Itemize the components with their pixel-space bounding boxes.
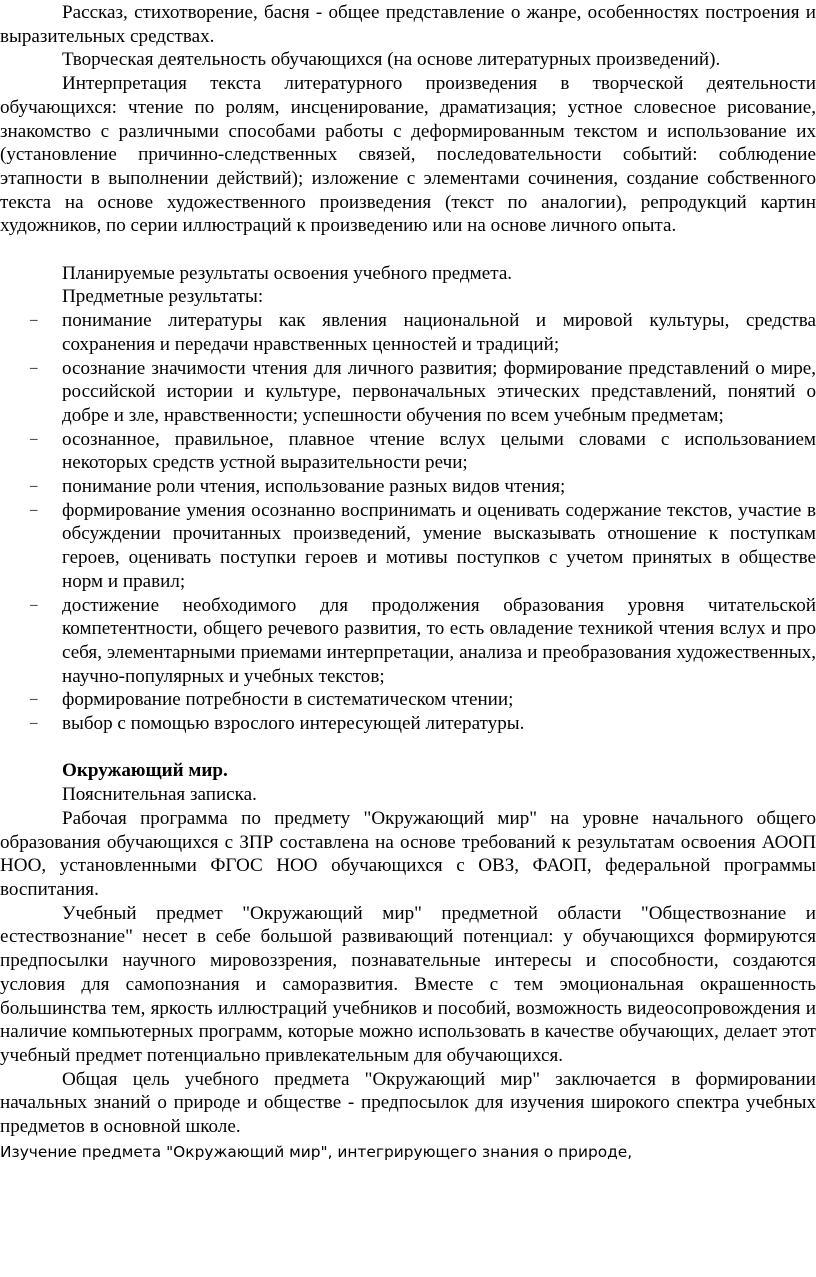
list-item-text: понимание литературы как явления национальной и мировой культуры, средства сохранения и передачи нравственных ценностей и традиций; xyxy=(62,310,816,355)
dash-bullet: – xyxy=(30,430,38,447)
list-item-text: формирование потребности в систематическом чтении; xyxy=(62,689,514,711)
paragraph-program-basis: Рабочая программа по предмету "Окружающий мир" на уровне начального общего образования обучающихся с ЗПР составлена на основе требований к результатам освоения АООП НОО, установленными ФГОС НОО обучающихся с ОВЗ, ФАОП, федеральной программы воспитания. xyxy=(0,807,816,900)
list-item-text: понимание роли чтения, использование разных видов чтения; xyxy=(62,476,566,498)
dash-bullet: – xyxy=(30,715,38,732)
dash-bullet: – xyxy=(30,501,38,518)
results-subtitle: Предметные результаты: xyxy=(62,286,264,308)
list-item xyxy=(0,357,816,428)
results-list xyxy=(0,309,816,736)
dash-bullet: – xyxy=(30,691,38,708)
list-item xyxy=(0,712,816,736)
results-title: Планируемые результаты освоения учебного предмета. xyxy=(62,262,513,284)
list-item xyxy=(0,475,816,499)
dash-bullet: – xyxy=(30,359,38,376)
paragraph-general-goal: Общая цель учебного предмета "Окружающий мир" заключается в формировании начальных знаний о природе и обществе - предпосылок для изучения широкого спектра учебных предметов в основной школе. xyxy=(0,1068,816,1138)
list-item-text: формирование умения осознанно воспринимать и оценивать содержание текстов, участие в обсуждении прочитанных произведений, умение высказывать отношение к поступкам героев, оценивать поступки героев и мотивы поступков с учетом принятых в обществе норм и правил; xyxy=(62,499,816,592)
paragraph-genres: Рассказ, стихотворение, басня - общее представление о жанре, особенностях построения и выразительных средствах. xyxy=(0,2,816,47)
trailing-text-line: Изучение предмета "Окружающий мир", интегрирующего знания о природе, xyxy=(0,1142,633,1161)
spacer xyxy=(0,238,816,262)
list-item xyxy=(0,309,816,356)
dash-bullet: – xyxy=(30,312,38,329)
list-item-text: достижение необходимого для продолжения образования уровня читательской компетентности, общего речевого развития, то есть овладение техникой чтения вслух и про себя, элементарными приемами интерпретации, анализа и преобразования художественных, научно-популярных и учебных текстов; xyxy=(62,594,816,687)
list-item xyxy=(0,594,816,689)
section-subheading: Пояснительная записка. xyxy=(62,784,257,806)
list-item-text: выбор с помощью взрослого интересующей литературы. xyxy=(62,713,525,735)
list-item xyxy=(0,688,816,712)
paragraph-creative-activity: Творческая деятельность обучающихся (на основе литературных произведений). xyxy=(62,49,721,71)
section-heading-world: Окружающий мир. xyxy=(62,760,228,782)
dash-bullet: – xyxy=(30,478,38,495)
list-item-text: осознание значимости чтения для личного развития; формирование представлений о мире, российской истории и культуре, первоначальных этических представлений, понятий о добре и зле, нравственности; успешности обучения по всем учебным предметам; xyxy=(62,357,816,426)
paragraph-subject-potential: Учебный предмет "Окружающий мир" предметной области "Обществознание и естествознание" несет в себе большой развивающий потенциал: у обучающихся формируются предпосылки научного мировоззрения, познавательные интересы и способности, создаются условия для самопознания и саморазвития. Вместе с тем эмоциональная окрашенность большинства тем, яркость иллюстраций учебников и пособий, возможность видеосопровождения и наличие компьютерных программ, которые можно использовать в качестве обучающих, делает этот учебный предмет потенциально привлекательным для обучающихся. xyxy=(0,902,816,1066)
spacer xyxy=(0,736,816,760)
list-item xyxy=(0,499,816,594)
dash-bullet: – xyxy=(30,596,38,613)
paragraph-interpretation: Интерпретация текста литературного произведения в творческой деятельности обучающихся: чтение по ролям, инсценирование, драматизация; устное словесное рисование, знакомство с различными способами работы с деформированным текстом и использование их (установление причинно-следственных связей, последовательности событий: соблюдение этапности в выполнении действий); изложение с элементами сочинения, создание собственного текста на основе художественного произведения (текст по аналогии), репродукций картин художников, по серии иллюстраций к произведению или на основе личного опыта. xyxy=(0,73,816,237)
list-item-text: осознанное, правильное, плавное чтение вслух целыми словами с использованием некоторых средств устной выразительности речи; xyxy=(62,428,816,474)
list-item xyxy=(0,428,816,475)
